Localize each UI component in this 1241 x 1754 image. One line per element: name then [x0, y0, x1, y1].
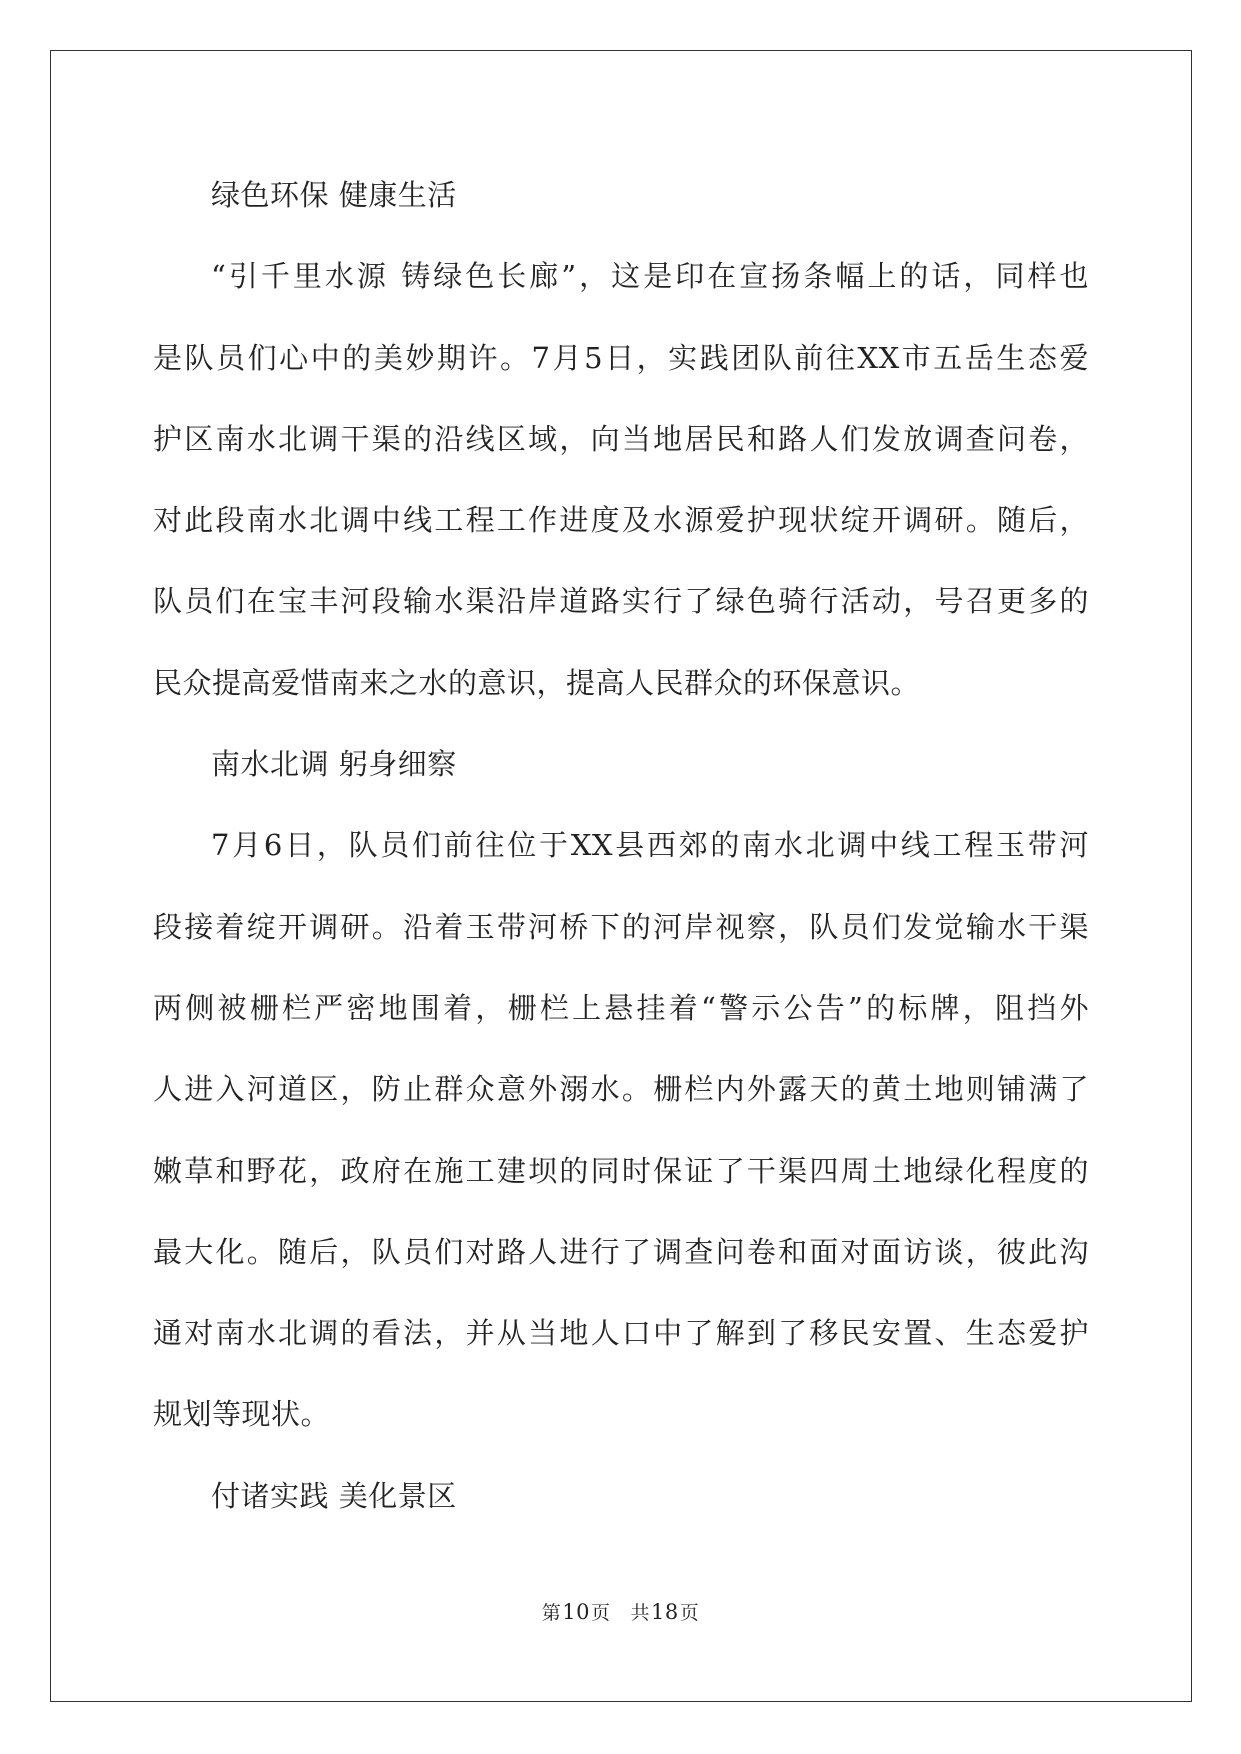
paragraph-line: 通对南水北调的看法，并从当地人口中了解到了移民安置、生态爱护 — [153, 1316, 1089, 1351]
section-heading-green: 绿色环保 健康生活 — [211, 178, 457, 212]
footer-prefix: 第 — [541, 1602, 562, 1624]
paragraph-line: 民众提高爱惜南来之水的意识，提高人民群众的环保意识。 — [153, 665, 921, 700]
paragraph-line: 7月6日，队员们前往位于XX县西郊的南水北调中线工程玉带河 — [211, 828, 1089, 863]
paragraph-line: “引千里水源 铸绿色长廊”，这是印在宣扬条幅上的话，同样也 — [211, 259, 1089, 294]
section-heading-survey: 南水北调 躬身细察 — [211, 747, 457, 782]
footer-page-suffix: 页 — [590, 1602, 611, 1624]
section-heading-practice: 付诸实践 美化景区 — [211, 1478, 457, 1513]
paragraph-line: 人进入河道区，防止群众意外溺水。栅栏内外露天的黄土地则铺满了 — [153, 1072, 1089, 1107]
paragraph-line: 队员们在宝丰河段输水渠沿岸道路实行了绿色骑行活动，号召更多的 — [153, 584, 1089, 619]
paragraph-line: 对此段南水北调中线工程工作进度及水源爱护现状绽开调研。随后， — [153, 503, 1089, 538]
paragraph-line: 规划等现状。 — [153, 1397, 331, 1432]
paragraph-line: 嫩草和野花，政府在施工建坝的同时保证了干渠四周土地绿化程度的 — [153, 1153, 1089, 1188]
document-body — [153, 155, 1089, 1537]
paragraph-line: 护区南水北调干渠的沿线区域，向当地居民和路人们发放调查问卷， — [153, 421, 1089, 456]
paragraph-line: 是队员们心中的美妙期许。7月5日，实践团队前往XX市五岳生态爱 — [153, 340, 1089, 375]
paragraph-line: 最大化。随后，队员们对路人进行了调查问卷和面对面访谈，彼此沟 — [153, 1234, 1089, 1269]
footer-total-prefix: 共 — [630, 1602, 651, 1624]
footer-total-pages: 18 — [651, 1600, 679, 1624]
page-footer — [0, 1598, 1241, 1625]
paragraph-line: 两侧被栅栏严密地围着，栅栏上悬挂着“警示公告”的标牌，阻挡外 — [153, 990, 1089, 1025]
footer-total-suffix: 页 — [679, 1602, 700, 1624]
footer-page-number: 10 — [562, 1600, 590, 1624]
paragraph-line: 段接着绽开调研。沿着玉带河桥下的河岸视察，队员们发觉输水干渠 — [153, 909, 1089, 944]
